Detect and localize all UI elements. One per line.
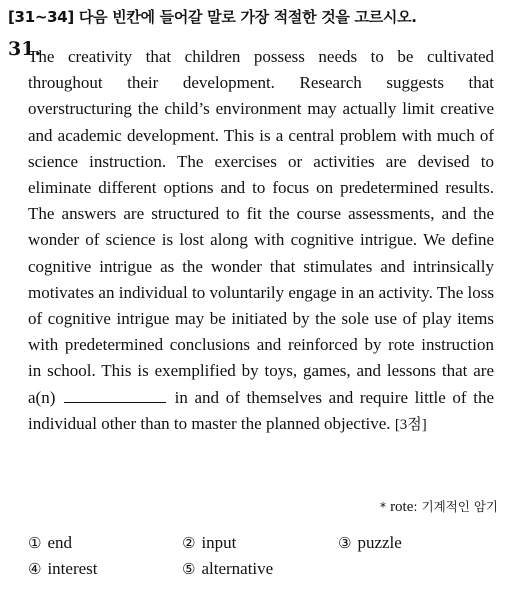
choice-5-mark: ⑤ bbox=[182, 560, 196, 578]
choice-2-mark: ② bbox=[182, 534, 196, 552]
choice-4-mark: ④ bbox=[28, 560, 42, 578]
passage-text-before-blank: The creativity that children possess needs to be cultivated throughout their development. Research suggests that overstructuring the child’s environment may actually limit creative and academic development. This is a central problem with much of science instruction. The exercises or activities are devised to eliminate different options and to focus on predetermined results. The answers are structured to fit the course assessments, and the wonder of science is lost along with cognitive intrigue. We define cognitive intrigue as the wonder that stimulates and intrinsically motivates an individual to voluntarily engage in an activity. The loss of cognitive intrigue may be initiated by the sole use of play items with predetermined conclusions and reinforced by rote instruction in school. This is exemplified by toys, games, and lessons that are a(n) bbox=[28, 47, 494, 407]
choice-2-text: input bbox=[201, 533, 237, 552]
question-number: 31. bbox=[8, 38, 42, 60]
choice-4[interactable] bbox=[28, 559, 98, 579]
choice-5-text: alternative bbox=[201, 559, 274, 578]
choice-1[interactable] bbox=[28, 533, 72, 553]
footnote-definition: : 기계적인 암기 bbox=[413, 499, 498, 514]
points-label: [3점] bbox=[394, 416, 427, 433]
instruction-header: [31~34] 다음 빈칸에 들어갈 말로 가장 적절한 것을 고르시오. bbox=[8, 8, 417, 26]
footnote-marker: * bbox=[379, 499, 387, 514]
answer-blank bbox=[64, 388, 166, 403]
choice-4-text: interest bbox=[47, 559, 98, 578]
choice-3-mark: ③ bbox=[338, 534, 352, 552]
footnote-term: rote bbox=[390, 499, 414, 515]
choice-3[interactable] bbox=[338, 533, 402, 553]
footnote bbox=[380, 497, 498, 516]
choice-1-mark: ① bbox=[28, 534, 42, 552]
question-passage bbox=[28, 44, 494, 438]
passage-text-after-blank: in and of themselves and require little of the individual other than to master the planned objective. bbox=[28, 387, 494, 433]
choice-5[interactable] bbox=[182, 559, 273, 579]
choice-1-text: end bbox=[47, 533, 72, 552]
choice-3-text: puzzle bbox=[357, 533, 402, 552]
choice-2[interactable] bbox=[182, 533, 236, 553]
